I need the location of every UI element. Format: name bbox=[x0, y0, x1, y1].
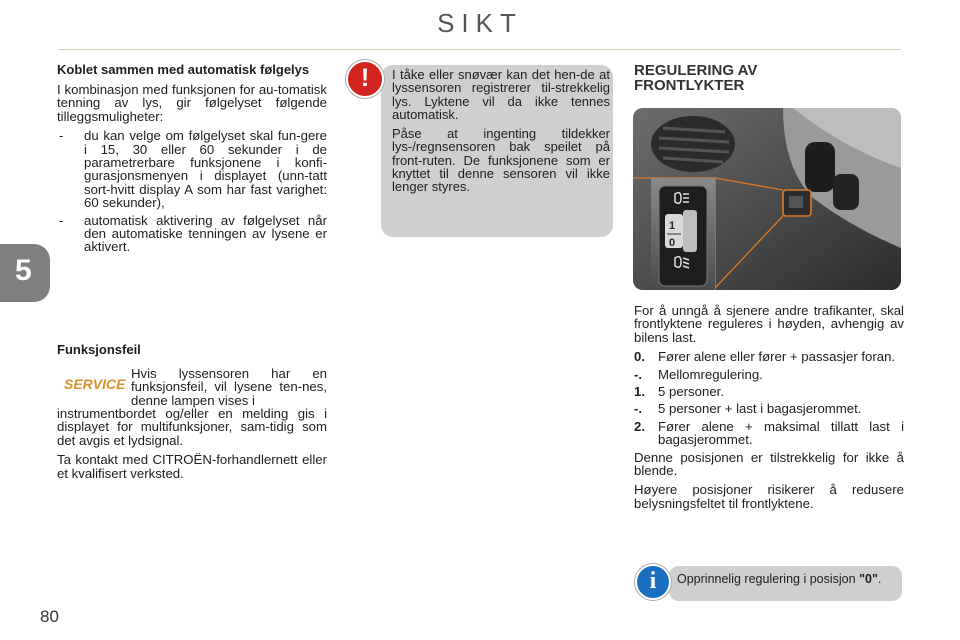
wheel-label-0: 0 bbox=[669, 237, 676, 249]
position-text: Mellomregulering. bbox=[658, 366, 763, 382]
right-column bbox=[634, 304, 904, 516]
list-item bbox=[634, 385, 904, 398]
bullet-text: automatisk aktivering av følgelyset når den automatiske tenningen av lysene er aktivert. bbox=[84, 212, 327, 255]
contact-paragraph: Ta kontakt med CITROËN-forhandlernett eller et kvalifisert verksted. bbox=[57, 452, 327, 481]
heading-follow-me: Koblet sammen med automatisk følgelys bbox=[57, 62, 310, 77]
list-item bbox=[634, 350, 904, 363]
intro-paragraph: I kombinasjon med funksjonen for au-tomatisk tenning av lys, gir følgelyset følgende tilleggsmuligheter: bbox=[57, 82, 327, 124]
warning-paragraph: Påse at ingenting tildekker lys-/regnsensoren bak speilet på front-ruten. De funksjonene som er knyttet til denne sensoren vil ikke lenger styres. bbox=[392, 126, 610, 195]
position-label: -. bbox=[634, 401, 643, 417]
position-text: 5 personer + last i bagasjerommet. bbox=[658, 401, 862, 417]
position-text: Fører alene eller fører + passasjer foran. bbox=[658, 349, 896, 365]
position-label: 0. bbox=[634, 349, 645, 365]
bullet-mark: - bbox=[59, 128, 64, 144]
wheel-label-1: 1 bbox=[669, 220, 676, 232]
list-item bbox=[57, 214, 327, 254]
service-warning-icon bbox=[64, 376, 126, 394]
fault-text-indented: Hvis lyssensoren har en funksjonsfeil, vil lysene ten-nes, denne lampen vises i bbox=[131, 366, 327, 408]
heading-malfunction: Funksjonsfeil bbox=[57, 342, 141, 357]
info-text: Opprinnelig regulering i posisjon "0". bbox=[677, 572, 882, 586]
exclamation-icon: ! bbox=[346, 60, 384, 98]
service-logo-text: SERVICE bbox=[64, 376, 126, 392]
warning-paragraph: I tåke eller snøvær kan det hen-de at lyssensoren registrerer til-strekkelig lys. Lyktene vil da ikke tennes automatisk. bbox=[392, 67, 610, 122]
warning-text bbox=[392, 68, 610, 200]
list-item bbox=[634, 368, 904, 381]
title-divider bbox=[58, 49, 901, 50]
info-value: "0" bbox=[859, 572, 878, 586]
chapter-number: 5 bbox=[15, 254, 32, 287]
headlamp-adjustment-photo bbox=[633, 108, 901, 290]
list-item bbox=[57, 129, 327, 209]
bullet-mark: - bbox=[59, 212, 64, 228]
page-title: SIKT bbox=[437, 8, 523, 38]
bullet-text: du kan velge om følgelyset skal fun-gere i 15, 30 eller 60 sekunder i de parametrerbare funksjonene i konfi-gurasjonsmenyen i displayet (unn-tatt sort-hvitt display A som har fast varighet: 60 sekunder), bbox=[84, 128, 327, 211]
higher-positions-paragraph: Høyere posisjoner risikerer å redusere belysningsfeltet til frontlyktene. bbox=[634, 482, 904, 511]
position-label: -. bbox=[634, 366, 643, 382]
air-vent bbox=[651, 116, 735, 172]
position-text: 5 personer. bbox=[658, 384, 724, 400]
section-heading: REGULERING AV FRONTLYKTER bbox=[634, 62, 758, 94]
adjust-intro: For å unngå å sjenere andre trafikanter, skal frontlyktene reguleres i høyden, avhengig av bilens last. bbox=[634, 303, 904, 345]
position-label: 2. bbox=[634, 418, 645, 434]
fault-text-continued bbox=[57, 407, 327, 486]
list-item bbox=[634, 420, 904, 447]
list-item bbox=[634, 402, 904, 415]
dashboard-illustration bbox=[633, 108, 901, 290]
position-text: Fører alene + maksimal tillatt last i bagasjerommet. bbox=[658, 418, 904, 448]
page-number: 80 bbox=[40, 607, 59, 626]
dazzle-paragraph: Denne posisjonen er tilstrekkelig for ikke å blende. bbox=[634, 449, 904, 479]
left-column bbox=[57, 63, 327, 258]
info-icon: i bbox=[635, 564, 671, 600]
fault-paragraph: instrumentbordet og/eller en melding gis i displayet for multifunksjoner, sam-tidig som det avgis et lydsignal. bbox=[57, 406, 327, 448]
chapter-tab[interactable] bbox=[0, 244, 50, 302]
position-label: 1. bbox=[634, 384, 645, 400]
